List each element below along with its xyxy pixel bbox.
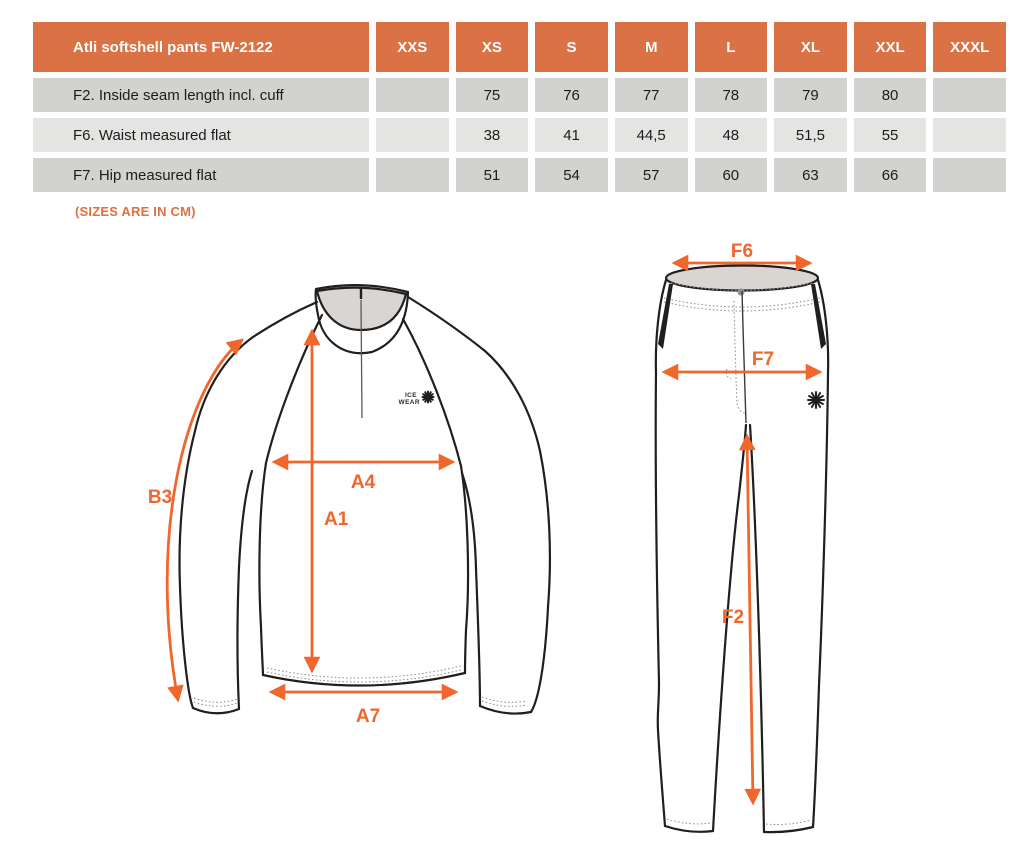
pants-outline <box>656 266 828 833</box>
table-cell: 75 <box>456 78 529 112</box>
table-cell <box>376 78 449 112</box>
b3-label: B3 <box>147 487 173 508</box>
size-header-xxs: XXS <box>376 22 449 72</box>
table-cell: 44,5 <box>615 118 688 152</box>
logo-text-wear: WEAR <box>398 399 420 406</box>
row-label-f7: F7. Hip measured flat <box>33 158 369 192</box>
table-cell <box>933 78 1006 112</box>
size-header-xxl: XXL <box>854 22 927 72</box>
snowflake-icon <box>423 392 434 403</box>
table-cell: 76 <box>535 78 608 112</box>
table-cell: 51 <box>456 158 529 192</box>
pants-measurement-diagram <box>615 243 915 855</box>
size-table <box>33 22 1006 192</box>
row-label-f2: F2. Inside seam length incl. cuff <box>33 78 369 112</box>
table-cell: 48 <box>695 118 768 152</box>
waist-opening <box>666 266 818 291</box>
size-header-xs: XS <box>456 22 529 72</box>
table-cell: 57 <box>615 158 688 192</box>
table-cell: 80 <box>854 78 927 112</box>
table-cell: 51,5 <box>774 118 847 152</box>
table-cell: 63 <box>774 158 847 192</box>
shirt-measures <box>148 331 456 727</box>
table-cell <box>376 158 449 192</box>
size-header-xxxl: XXXL <box>933 22 1006 72</box>
table-cell <box>933 118 1006 152</box>
a7-label: A7 <box>355 706 381 727</box>
snowflake-icon <box>808 392 824 408</box>
table-cell: 41 <box>535 118 608 152</box>
a1-label: A1 <box>324 509 349 530</box>
size-header-xl: XL <box>774 22 847 72</box>
table-cell: 78 <box>695 78 768 112</box>
pants-measures <box>664 243 820 803</box>
shirt-measurement-diagram <box>140 245 600 745</box>
row-label-f6: F6. Waist measured flat <box>33 118 369 152</box>
table-cell: 77 <box>615 78 688 112</box>
table-cell: 54 <box>535 158 608 192</box>
table-cell: 55 <box>854 118 927 152</box>
units-note: (SIZES ARE IN CM) <box>75 204 196 219</box>
shirt-outline <box>180 285 550 713</box>
f2-arrow <box>747 436 753 803</box>
a4-label: A4 <box>350 472 376 493</box>
f6-label: F6 <box>730 243 754 262</box>
table-cell: 60 <box>695 158 768 192</box>
table-cell <box>376 118 449 152</box>
left-pocket <box>658 284 673 349</box>
table-cell: 66 <box>854 158 927 192</box>
table-title: Atli softshell pants FW-2122 <box>33 22 369 72</box>
logo-text-ice: ICE <box>404 392 417 399</box>
table-cell: 79 <box>774 78 847 112</box>
size-header-s: S <box>535 22 608 72</box>
f2-label: F2 <box>721 607 745 628</box>
size-header-l: L <box>695 22 768 72</box>
size-header-m: M <box>615 22 688 72</box>
shirt-logo <box>399 392 434 407</box>
table-cell <box>933 158 1006 192</box>
f7-label: F7 <box>751 349 775 370</box>
table-cell: 38 <box>456 118 529 152</box>
right-pocket <box>811 284 826 349</box>
b3-arrow <box>167 340 242 700</box>
waist-button <box>738 289 745 296</box>
